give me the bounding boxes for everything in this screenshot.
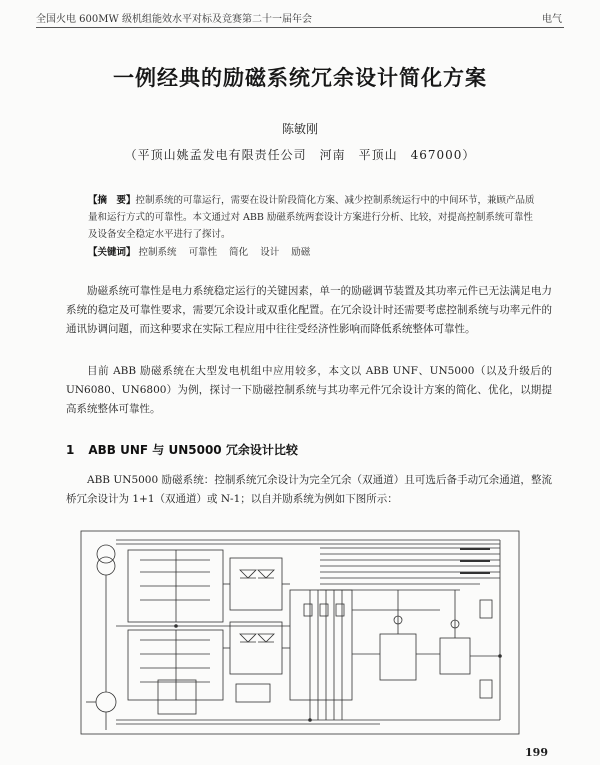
keywords-label: 【关键词】 xyxy=(88,247,136,258)
section-number: 1 xyxy=(66,443,75,457)
interface-panel xyxy=(236,684,270,702)
generator-symbol xyxy=(96,692,116,712)
keywords xyxy=(88,244,540,258)
abstract-text: 控制系统的可靠运行，需要在设计阶段简化方案、减少控制系统运行中的中间环节，兼顾产品质量和运行方式的可靠性。本文通过对 ABB 励磁系统两套设计方案进行分析、比较，对提高控制系统可靠性及设备安全稳定水平进行了探讨。 xyxy=(88,195,535,240)
thyristor-symbol xyxy=(240,570,256,578)
author-name: 陈敏刚 xyxy=(281,122,318,136)
keyword: 控制系统 xyxy=(138,247,177,258)
body-paragraph: 目前 ABB 励磁系统在大型发电机组中应用较多，本文以 ABB UNF、UN5000（以及升级后的 UN6080、UN6800）为例，探讨一下励磁控制系统与其功率元件冗余设计方案的简化、优化，以期提高系统整体可靠性。 xyxy=(66,365,552,415)
author-affiliation: （平顶山姚孟发电有限责任公司 河南 平顶山 467000） xyxy=(124,148,476,162)
crowbar-panel xyxy=(380,634,416,680)
diagram-border xyxy=(81,531,519,734)
header-divider xyxy=(36,27,564,28)
exciter-transformer-symbol xyxy=(97,545,115,563)
section-heading xyxy=(66,441,298,458)
excitation-system-diagram xyxy=(80,530,520,735)
control-channel-2 xyxy=(128,630,223,700)
conference-name: 全国火电 600MW 级机组能效水平对标及竞赛第二十一届年会 xyxy=(36,14,312,25)
section-category: 电气 xyxy=(542,14,562,25)
rectifier-bridge-1 xyxy=(230,558,282,610)
body-paragraph: ABB UN5000 励磁系统：控制系统冗余设计为完全冗余（双通道）且可选后备手动冗余通道，整流桥冗余设计为 1+1（双通道）或 N-1；以自并励系统为例如下图所示： xyxy=(66,474,552,505)
field-winding xyxy=(440,638,470,674)
keyword: 励磁 xyxy=(291,247,311,258)
abstract-label: 【摘 要】 xyxy=(88,195,136,206)
signal-terminal-block xyxy=(158,680,196,714)
keyword: 设计 xyxy=(260,247,280,258)
abstract xyxy=(88,192,540,243)
rectifier-bridge-2 xyxy=(230,622,282,674)
keyword: 简化 xyxy=(229,247,249,258)
paper-title: 一例经典的励磁系统冗余设计简化方案 xyxy=(113,66,487,90)
body-paragraph: 励磁系统可靠性是电力系统稳定运行的关键因素，单一的励磁调节装置及其功率元件已无法满足电力系统的稳定及可靠性要求，需要冗余设计或双重化配置。在冗余设计时还需要考虑控制系统与功率元件的通讯协调问题，而这种要求在实际工程应用中往往受经济性影响而降低系统整体可靠性。 xyxy=(66,285,552,335)
page-number: 199 xyxy=(525,746,548,759)
field-breaker-panel xyxy=(290,590,352,700)
section-title: ABB UNF 与 UN5000 冗余设计比较 xyxy=(88,443,298,457)
keyword: 可靠性 xyxy=(188,247,218,258)
